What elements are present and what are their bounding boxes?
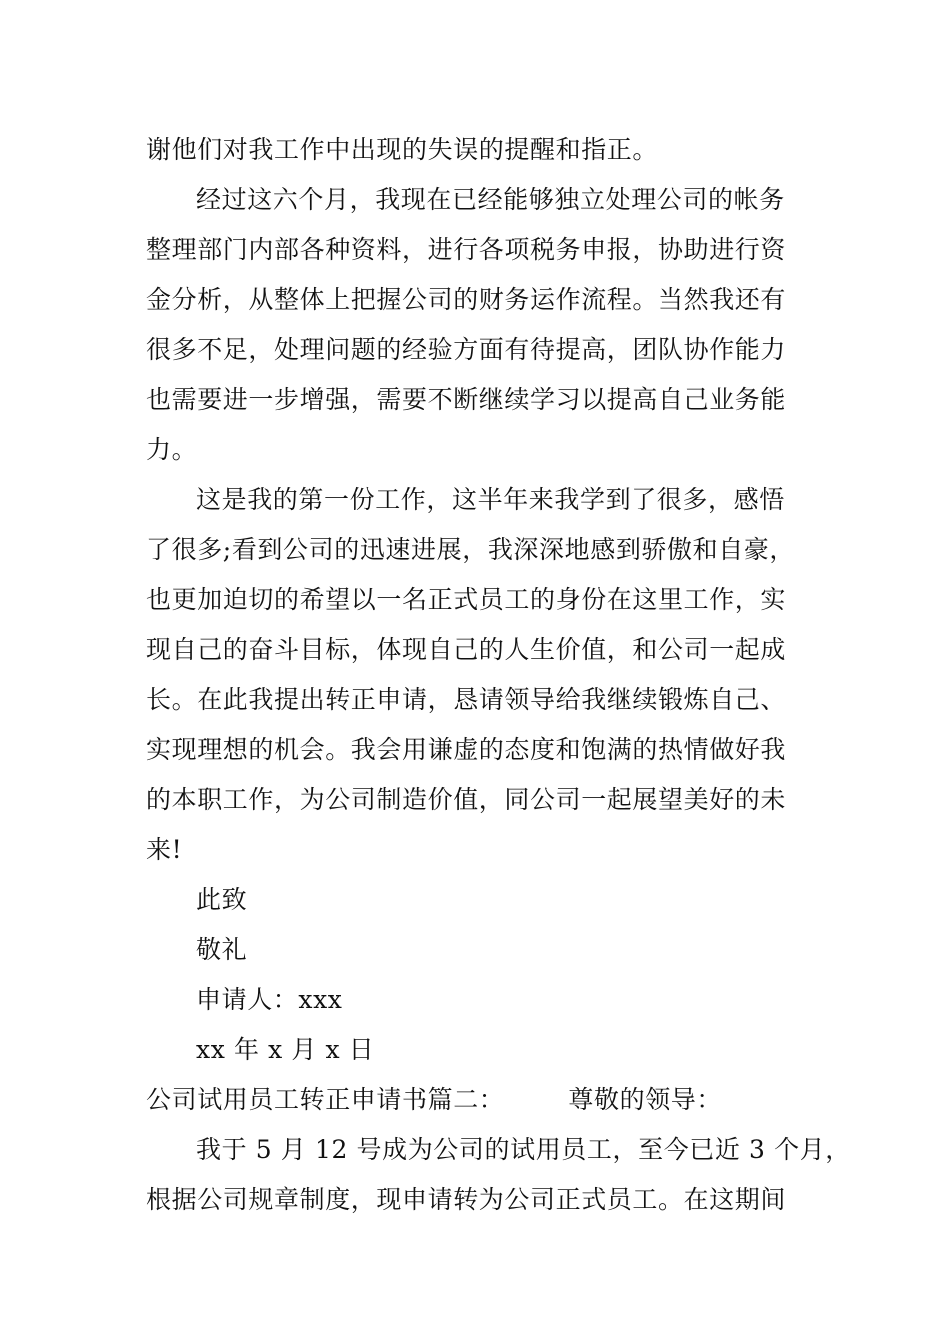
salutation: 尊敬的领导：: [568, 1085, 723, 1114]
paragraph-line: 了很多;看到公司的迅速进展，我深深地感到骄傲和自豪，: [146, 535, 796, 564]
applicant-line: 申请人：xxx: [196, 985, 343, 1014]
paragraph-line: 实现理想的机会。我会用谦虚的态度和饱满的热情做好我: [146, 735, 787, 764]
paragraph-line: 也更加迫切的希望以一名正式员工的身份在这里工作，实: [146, 585, 787, 614]
section-title: 公司试用员工转正申请书篇二：: [146, 1085, 505, 1114]
paragraph-line: 长。在此我提出转正申请，恳请领导给我继续锻炼自己、: [146, 685, 787, 714]
paragraph-line: 经过这六个月，我现在已经能够独立处理公司的帐务: [196, 185, 785, 214]
paragraph-line: 力。: [146, 435, 198, 464]
paragraph-line: 的本职工作，为公司制造价值，同公司一起展望美好的未: [146, 785, 787, 814]
closing-line: 此致: [196, 885, 248, 914]
paragraph-line: 根据公司规章制度，现申请转为公司正式员工。在这期间: [146, 1185, 787, 1214]
paragraph-line: 我于 5 月 12 号成为公司的试用员工，至今已近 3 个月，: [196, 1135, 851, 1164]
paragraph-line: 这是我的第一份工作，这半年来我学到了很多，感悟: [196, 485, 785, 514]
section-heading-row: [146, 1075, 826, 1125]
date-line: xx 年 x 月 x 日: [196, 1035, 375, 1064]
paragraph-line: 来!: [146, 835, 183, 864]
paragraph-line: 金分析，从整体上把握公司的财务运作流程。当然我还有: [146, 285, 787, 314]
paragraph-line: 整理部门内部各种资料，进行各项税务申报，协助进行资: [146, 235, 787, 264]
paragraph-line: 也需要进一步增强，需要不断继续学习以提高自己业务能: [146, 385, 787, 414]
paragraph-line: 很多不足，处理问题的经验方面有待提高，团队协作能力: [146, 335, 787, 364]
paragraph-line: 现自己的奋斗目标，体现自己的人生价值，和公司一起成: [146, 635, 787, 664]
paragraph-line: 谢他们对我工作中出现的失误的提醒和指正。: [146, 135, 659, 164]
closing-line: 敬礼: [196, 935, 248, 964]
document-page: [146, 125, 851, 1225]
